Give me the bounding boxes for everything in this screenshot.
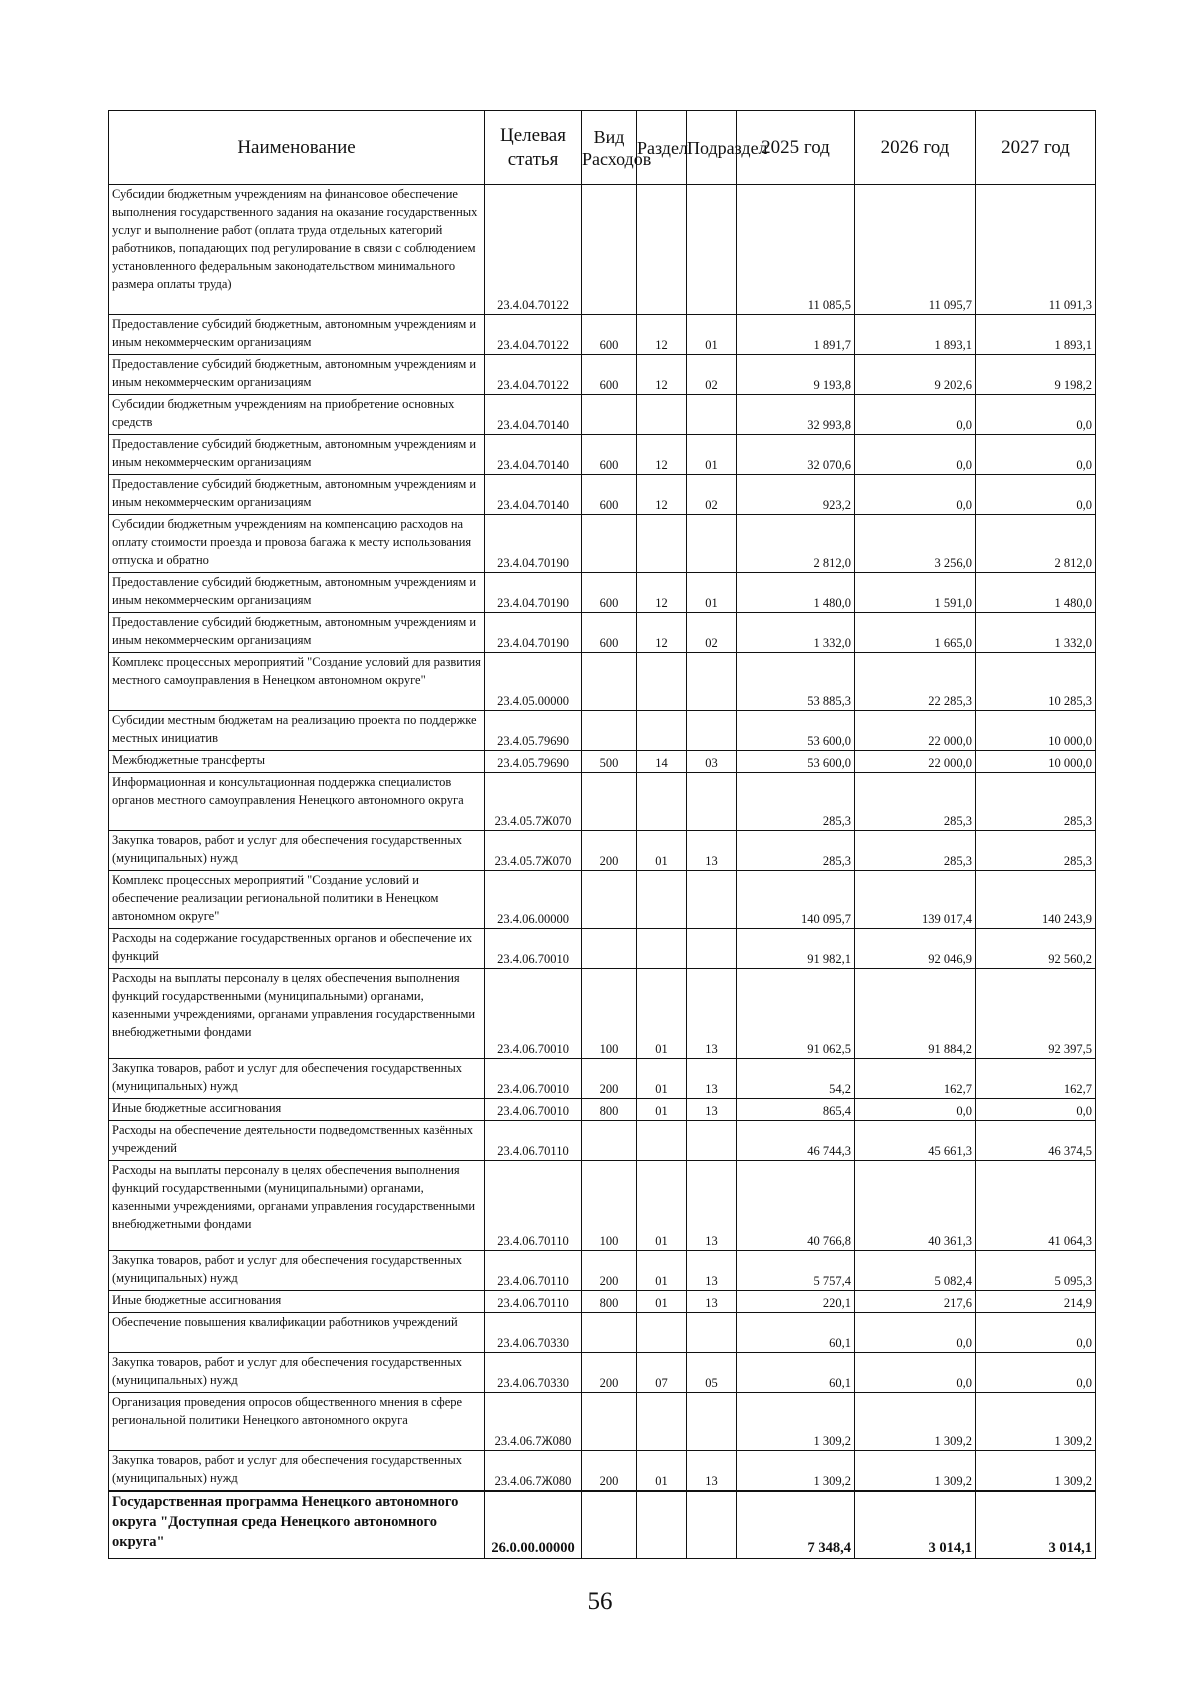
row-name: Расходы на выплаты персоналу в целях обеспечения выполнения функций государственными (муниципальными) органами, казенными учреждениями, органами управления государственными внебюджетными фондами xyxy=(109,969,485,1059)
row-section: 12 xyxy=(637,315,687,355)
row-target-article: 23.4.06.70010 xyxy=(485,969,582,1059)
row-target-article: 23.4.06.70010 xyxy=(485,1099,582,1121)
row-target-article: 23.4.05.79690 xyxy=(485,711,582,751)
row-name: Комплекс процессных мероприятий "Создание условий и обеспечение реализации региональной политики в Ненецком автономном округе" xyxy=(109,871,485,929)
row-value-2026: 285,3 xyxy=(855,773,976,831)
row-target-article: 23.4.04.70140 xyxy=(485,395,582,435)
row-expense-type: 600 xyxy=(582,355,637,395)
row-value-2025: 9 193,8 xyxy=(737,355,855,395)
row-expense-type: 100 xyxy=(582,1161,637,1251)
row-section: 01 xyxy=(637,1059,687,1099)
row-expense-type xyxy=(582,653,637,711)
row-target-article: 23.4.04.70190 xyxy=(485,515,582,573)
row-section: 07 xyxy=(637,1353,687,1393)
row-target-article: 23.4.06.70110 xyxy=(485,1291,582,1313)
row-section: 01 xyxy=(637,1291,687,1313)
row-name: Закупка товаров, работ и услуг для обеспечения государственных (муниципальных) нужд xyxy=(109,1059,485,1099)
row-value-2026: 1 591,0 xyxy=(855,573,976,613)
row-section: 01 xyxy=(637,969,687,1059)
row-value-2025: 1 309,2 xyxy=(737,1451,855,1491)
table-row xyxy=(109,613,1096,653)
row-subsection: 13 xyxy=(687,831,737,871)
row-value-2026: 0,0 xyxy=(855,435,976,475)
row-expense-type: 800 xyxy=(582,1291,637,1313)
row-value-2027: 0,0 xyxy=(976,475,1096,515)
row-name: Межбюджетные трансферты xyxy=(109,751,485,773)
row-value-2026: 91 884,2 xyxy=(855,969,976,1059)
row-target-article: 23.4.04.70140 xyxy=(485,475,582,515)
row-value-2026: 0,0 xyxy=(855,1099,976,1121)
row-value-2026: 162,7 xyxy=(855,1059,976,1099)
table-row xyxy=(109,1251,1096,1291)
row-value-2027: 140 243,9 xyxy=(976,871,1096,929)
row-subsection xyxy=(687,185,737,315)
row-value-2026: 92 046,9 xyxy=(855,929,976,969)
row-target-article: 23.4.06.70110 xyxy=(485,1251,582,1291)
row-expense-type xyxy=(582,871,637,929)
row-value-2027: 0,0 xyxy=(976,395,1096,435)
table-row xyxy=(109,1099,1096,1121)
row-subsection: 13 xyxy=(687,1451,737,1491)
row-value-2026: 3 014,1 xyxy=(855,1491,976,1559)
row-name: Предоставление субсидий бюджетным, автономным учреждениям и иным некоммерческим организациям xyxy=(109,355,485,395)
table-row xyxy=(109,653,1096,711)
row-target-article: 23.4.06.70330 xyxy=(485,1353,582,1393)
row-expense-type xyxy=(582,185,637,315)
row-target-article: 23.4.06.70110 xyxy=(485,1121,582,1161)
row-value-2026: 0,0 xyxy=(855,475,976,515)
row-subsection: 13 xyxy=(687,1251,737,1291)
row-value-2026: 11 095,7 xyxy=(855,185,976,315)
row-section xyxy=(637,773,687,831)
row-subsection: 13 xyxy=(687,1291,737,1313)
row-expense-type: 600 xyxy=(582,315,637,355)
row-name: Расходы на обеспечение деятельности подведомственных казённых учреждений xyxy=(109,1121,485,1161)
row-name: Закупка товаров, работ и услуг для обеспечения государственных (муниципальных) нужд xyxy=(109,1451,485,1491)
row-section: 01 xyxy=(637,1161,687,1251)
row-section: 01 xyxy=(637,831,687,871)
row-target-article: 26.0.00.00000 xyxy=(485,1491,582,1559)
row-name: Предоставление субсидий бюджетным, автономным учреждениям и иным некоммерческим организациям xyxy=(109,613,485,653)
row-value-2025: 54,2 xyxy=(737,1059,855,1099)
row-target-article: 23.4.06.70110 xyxy=(485,1161,582,1251)
row-value-2026: 9 202,6 xyxy=(855,355,976,395)
row-name: Субсидии бюджетным учреждениям на финансовое обеспечение выполнения государственного задания на оказание государственных услуг и выполнение работ (оплата труда отдельных категорий работников, попадающих под регулирование в связи с соблюдением установленного федеральным законодательством минимального размера оплаты труда) xyxy=(109,185,485,315)
row-value-2025: 140 095,7 xyxy=(737,871,855,929)
row-value-2025: 865,4 xyxy=(737,1099,855,1121)
row-section: 12 xyxy=(637,475,687,515)
row-subsection xyxy=(687,773,737,831)
table-row xyxy=(109,751,1096,773)
row-section: 01 xyxy=(637,1251,687,1291)
row-section xyxy=(637,1121,687,1161)
row-value-2026: 22 000,0 xyxy=(855,711,976,751)
row-subsection: 03 xyxy=(687,751,737,773)
row-section: 12 xyxy=(637,435,687,475)
row-value-2027: 10 000,0 xyxy=(976,751,1096,773)
row-expense-type xyxy=(582,929,637,969)
row-value-2027: 1 309,2 xyxy=(976,1451,1096,1491)
row-section: 14 xyxy=(637,751,687,773)
row-subsection: 01 xyxy=(687,573,737,613)
table-row xyxy=(109,871,1096,929)
row-value-2026: 0,0 xyxy=(855,1353,976,1393)
row-value-2027: 162,7 xyxy=(976,1059,1096,1099)
row-value-2027: 1 332,0 xyxy=(976,613,1096,653)
row-value-2025: 2 812,0 xyxy=(737,515,855,573)
row-subsection: 02 xyxy=(687,613,737,653)
row-subsection: 01 xyxy=(687,315,737,355)
table-row xyxy=(109,773,1096,831)
row-value-2025: 32 993,8 xyxy=(737,395,855,435)
row-value-2026: 217,6 xyxy=(855,1291,976,1313)
row-value-2026: 3 256,0 xyxy=(855,515,976,573)
row-target-article: 23.4.06.7Ж080 xyxy=(485,1393,582,1451)
row-name: Закупка товаров, работ и услуг для обеспечения государственных (муниципальных) нужд xyxy=(109,831,485,871)
row-expense-type: 200 xyxy=(582,1451,637,1491)
row-subsection: 01 xyxy=(687,435,737,475)
page-number: 56 xyxy=(587,1588,613,1615)
row-name: Информационная и консультационная поддержка специалистов органов местного самоуправления Ненецкого автономного округа xyxy=(109,773,485,831)
row-expense-type xyxy=(582,515,637,573)
row-expense-type xyxy=(582,1313,637,1353)
row-section xyxy=(637,185,687,315)
row-value-2025: 60,1 xyxy=(737,1313,855,1353)
row-target-article: 23.4.06.7Ж080 xyxy=(485,1451,582,1491)
table-row xyxy=(109,929,1096,969)
row-value-2025: 46 744,3 xyxy=(737,1121,855,1161)
header-target-article: Целевая статья xyxy=(485,111,582,185)
row-expense-type: 200 xyxy=(582,1353,637,1393)
row-name: Предоставление субсидий бюджетным, автономным учреждениям и иным некоммерческим организациям xyxy=(109,435,485,475)
row-section: 12 xyxy=(637,355,687,395)
row-target-article: 23.4.04.70190 xyxy=(485,613,582,653)
row-target-article: 23.4.04.70122 xyxy=(485,315,582,355)
row-value-2025: 53 885,3 xyxy=(737,653,855,711)
table-row xyxy=(109,1313,1096,1353)
table-row xyxy=(109,1291,1096,1313)
row-section xyxy=(637,871,687,929)
table-row xyxy=(109,969,1096,1059)
row-value-2025: 40 766,8 xyxy=(737,1161,855,1251)
row-target-article: 23.4.06.70010 xyxy=(485,1059,582,1099)
row-expense-type: 200 xyxy=(582,1059,637,1099)
row-expense-type: 100 xyxy=(582,969,637,1059)
row-name: Закупка товаров, работ и услуг для обеспечения государственных (муниципальных) нужд xyxy=(109,1251,485,1291)
row-value-2026: 1 309,2 xyxy=(855,1393,976,1451)
row-section xyxy=(637,1491,687,1559)
row-value-2027: 3 014,1 xyxy=(976,1491,1096,1559)
header-section: Раздел xyxy=(637,111,687,185)
row-target-article: 23.4.04.70140 xyxy=(485,435,582,475)
row-subsection: 13 xyxy=(687,1059,737,1099)
row-value-2025: 1 332,0 xyxy=(737,613,855,653)
row-value-2025: 11 085,5 xyxy=(737,185,855,315)
table-row xyxy=(109,1059,1096,1099)
row-subsection xyxy=(687,871,737,929)
row-value-2026: 0,0 xyxy=(855,395,976,435)
row-target-article: 23.4.05.00000 xyxy=(485,653,582,711)
row-section xyxy=(637,1393,687,1451)
table-row xyxy=(109,395,1096,435)
row-value-2025: 91 982,1 xyxy=(737,929,855,969)
row-name: Организация проведения опросов общественного мнения в сфере региональной политики Ненецкого автономного округа xyxy=(109,1393,485,1451)
row-value-2027: 1 893,1 xyxy=(976,315,1096,355)
budget-table xyxy=(108,110,1096,1559)
row-target-article: 23.4.04.70122 xyxy=(485,355,582,395)
row-value-2027: 41 064,3 xyxy=(976,1161,1096,1251)
row-name: Субсидии местным бюджетам на реализацию проекта по поддержке местных инициатив xyxy=(109,711,485,751)
row-value-2027: 46 374,5 xyxy=(976,1121,1096,1161)
row-value-2025: 60,1 xyxy=(737,1353,855,1393)
row-value-2027: 0,0 xyxy=(976,435,1096,475)
row-value-2025: 1 309,2 xyxy=(737,1393,855,1451)
header-name: Наименование xyxy=(109,111,485,185)
row-section xyxy=(637,515,687,573)
table-row xyxy=(109,355,1096,395)
row-value-2027: 5 095,3 xyxy=(976,1251,1096,1291)
row-value-2027: 285,3 xyxy=(976,831,1096,871)
row-value-2027: 92 560,2 xyxy=(976,929,1096,969)
row-value-2025: 220,1 xyxy=(737,1291,855,1313)
row-name: Предоставление субсидий бюджетным, автономным учреждениям и иным некоммерческим организациям xyxy=(109,315,485,355)
table-row xyxy=(109,435,1096,475)
row-value-2026: 1 665,0 xyxy=(855,613,976,653)
row-value-2025: 285,3 xyxy=(737,773,855,831)
table-row xyxy=(109,1161,1096,1251)
row-value-2027: 285,3 xyxy=(976,773,1096,831)
row-name: Субсидии бюджетным учреждениям на компенсацию расходов на оплату стоимости проезда и провоза багажа к месту использования отпуска и обратно xyxy=(109,515,485,573)
row-subsection xyxy=(687,1393,737,1451)
row-value-2025: 923,2 xyxy=(737,475,855,515)
row-subsection xyxy=(687,653,737,711)
table-row xyxy=(109,573,1096,613)
table-row xyxy=(109,475,1096,515)
header-expense-type: Вид Расходов xyxy=(582,111,637,185)
row-expense-type xyxy=(582,1121,637,1161)
row-target-article: 23.4.05.79690 xyxy=(485,751,582,773)
row-value-2026: 1 893,1 xyxy=(855,315,976,355)
row-target-article: 23.4.05.7Ж070 xyxy=(485,773,582,831)
row-name: Предоставление субсидий бюджетным, автономным учреждениям и иным некоммерческим организациям xyxy=(109,573,485,613)
row-value-2026: 22 000,0 xyxy=(855,751,976,773)
row-target-article: 23.4.06.70010 xyxy=(485,929,582,969)
table-row xyxy=(109,831,1096,871)
row-expense-type xyxy=(582,1491,637,1559)
row-value-2027: 1 309,2 xyxy=(976,1393,1096,1451)
table-row xyxy=(109,1393,1096,1451)
table-row xyxy=(109,1491,1096,1559)
row-name: Расходы на содержание государственных органов и обеспечение их функций xyxy=(109,929,485,969)
row-value-2027: 10 285,3 xyxy=(976,653,1096,711)
row-expense-type: 600 xyxy=(582,475,637,515)
row-subsection: 13 xyxy=(687,1161,737,1251)
row-value-2025: 1 480,0 xyxy=(737,573,855,613)
row-value-2026: 139 017,4 xyxy=(855,871,976,929)
row-expense-type: 800 xyxy=(582,1099,637,1121)
row-section xyxy=(637,653,687,711)
table-row xyxy=(109,1353,1096,1393)
row-name: Расходы на выплаты персоналу в целях обеспечения выполнения функций государственными (муниципальными) органами, казенными учреждениями, органами управления государственными внебюджетными фондами xyxy=(109,1161,485,1251)
row-expense-type xyxy=(582,711,637,751)
row-value-2027: 9 198,2 xyxy=(976,355,1096,395)
table-row xyxy=(109,185,1096,315)
row-value-2026: 5 082,4 xyxy=(855,1251,976,1291)
table-row xyxy=(109,1451,1096,1491)
row-value-2027: 1 480,0 xyxy=(976,573,1096,613)
row-value-2026: 1 309,2 xyxy=(855,1451,976,1491)
row-value-2027: 2 812,0 xyxy=(976,515,1096,573)
row-subsection: 02 xyxy=(687,355,737,395)
row-name: Государственная программа Ненецкого автономного округа "Доступная среда Ненецкого автономного округа" xyxy=(109,1491,485,1559)
row-expense-type: 600 xyxy=(582,573,637,613)
row-value-2026: 22 285,3 xyxy=(855,653,976,711)
row-value-2027: 214,9 xyxy=(976,1291,1096,1313)
row-value-2026: 40 361,3 xyxy=(855,1161,976,1251)
table-row xyxy=(109,711,1096,751)
table-body xyxy=(109,185,1096,1559)
table-header-row xyxy=(109,111,1096,185)
row-name: Обеспечение повышения квалификации работников учреждений xyxy=(109,1313,485,1353)
row-value-2025: 5 757,4 xyxy=(737,1251,855,1291)
row-name: Субсидии бюджетным учреждениям на приобретение основных средств xyxy=(109,395,485,435)
row-value-2025: 7 348,4 xyxy=(737,1491,855,1559)
row-expense-type: 500 xyxy=(582,751,637,773)
row-value-2025: 285,3 xyxy=(737,831,855,871)
row-subsection: 05 xyxy=(687,1353,737,1393)
row-section: 12 xyxy=(637,613,687,653)
row-value-2027: 0,0 xyxy=(976,1099,1096,1121)
row-target-article: 23.4.06.70330 xyxy=(485,1313,582,1353)
row-target-article: 23.4.06.00000 xyxy=(485,871,582,929)
row-name: Иные бюджетные ассигнования xyxy=(109,1099,485,1121)
row-value-2025: 53 600,0 xyxy=(737,751,855,773)
row-name: Закупка товаров, работ и услуг для обеспечения государственных (муниципальных) нужд xyxy=(109,1353,485,1393)
row-value-2026: 45 661,3 xyxy=(855,1121,976,1161)
row-name: Предоставление субсидий бюджетным, автономным учреждениям и иным некоммерческим организациям xyxy=(109,475,485,515)
row-subsection xyxy=(687,929,737,969)
row-value-2027: 11 091,3 xyxy=(976,185,1096,315)
row-section xyxy=(637,1313,687,1353)
row-subsection xyxy=(687,1491,737,1559)
row-value-2027: 0,0 xyxy=(976,1353,1096,1393)
row-value-2025: 53 600,0 xyxy=(737,711,855,751)
row-target-article: 23.4.05.7Ж070 xyxy=(485,831,582,871)
row-section xyxy=(637,395,687,435)
row-target-article: 23.4.04.70122 xyxy=(485,185,582,315)
row-section: 01 xyxy=(637,1451,687,1491)
row-expense-type: 600 xyxy=(582,435,637,475)
row-name: Комплекс процессных мероприятий "Создание условий для развития местного самоуправления в Ненецком автономном округе" xyxy=(109,653,485,711)
row-expense-type xyxy=(582,395,637,435)
row-value-2027: 0,0 xyxy=(976,1313,1096,1353)
row-subsection xyxy=(687,515,737,573)
row-name: Иные бюджетные ассигнования xyxy=(109,1291,485,1313)
row-value-2025: 32 070,6 xyxy=(737,435,855,475)
header-2027: 2027 год xyxy=(976,111,1096,185)
row-value-2025: 1 891,7 xyxy=(737,315,855,355)
table-row xyxy=(109,315,1096,355)
header-subsection: Подраздел xyxy=(687,111,737,185)
row-value-2026: 0,0 xyxy=(855,1313,976,1353)
row-expense-type xyxy=(582,1393,637,1451)
row-section xyxy=(637,929,687,969)
row-expense-type: 200 xyxy=(582,831,637,871)
row-section: 01 xyxy=(637,1099,687,1121)
row-value-2025: 91 062,5 xyxy=(737,969,855,1059)
row-value-2027: 10 000,0 xyxy=(976,711,1096,751)
row-subsection: 02 xyxy=(687,475,737,515)
row-expense-type: 200 xyxy=(582,1251,637,1291)
row-expense-type: 600 xyxy=(582,613,637,653)
header-2025: 2025 год xyxy=(737,111,855,185)
row-section xyxy=(637,711,687,751)
row-value-2027: 92 397,5 xyxy=(976,969,1096,1059)
row-section: 12 xyxy=(637,573,687,613)
table-row xyxy=(109,515,1096,573)
header-2026: 2026 год xyxy=(855,111,976,185)
row-subsection: 13 xyxy=(687,1099,737,1121)
row-subsection xyxy=(687,395,737,435)
row-expense-type xyxy=(582,773,637,831)
row-value-2026: 285,3 xyxy=(855,831,976,871)
row-subsection xyxy=(687,1313,737,1353)
row-target-article: 23.4.04.70190 xyxy=(485,573,582,613)
row-subsection xyxy=(687,1121,737,1161)
row-subsection xyxy=(687,711,737,751)
row-subsection: 13 xyxy=(687,969,737,1059)
table-row xyxy=(109,1121,1096,1161)
